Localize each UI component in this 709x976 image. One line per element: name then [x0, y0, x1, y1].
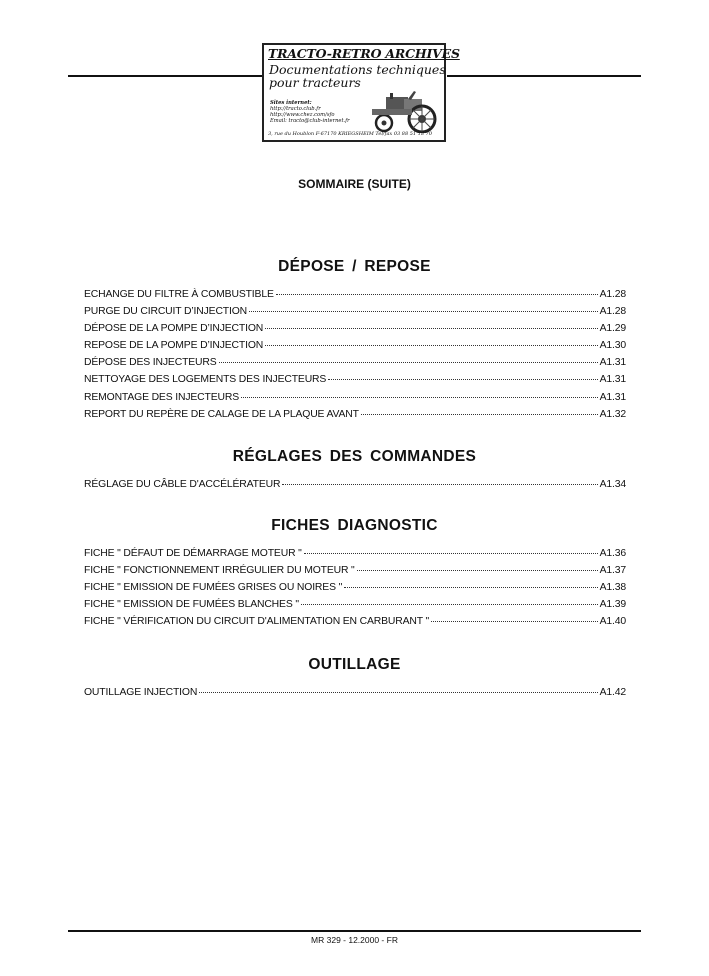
toc-entry-page: A1.28: [599, 306, 626, 318]
section-title-fiches-diagnostic: FICHES DIAGNOSTIC: [271, 517, 438, 534]
toc-entry-page: A1.29: [599, 323, 626, 335]
toc-entry-page: A1.40: [599, 616, 626, 628]
footer-reference: MR 329 - 12.2000 - FR: [311, 935, 398, 945]
toc-entry: [84, 409, 626, 426]
toc-entry: [84, 289, 626, 306]
toc-entry-label: ECHANGE DU FILTRE À COMBUSTIBLE: [84, 289, 274, 300]
toc-entry-label: FICHE " EMISSION DE FUMÉES BLANCHES ": [84, 599, 299, 611]
toc-entry-label: FICHE " EMISSION DE FUMÉES GRISES OU NOIRES ": [84, 582, 343, 594]
toc-entry: [84, 357, 626, 374]
section-title-reglages: RÉGLAGES DES COMMANDES: [232, 448, 477, 465]
toc-dot-leader: [344, 587, 597, 588]
stamp-subtitle-line1: Documentations techniques: [269, 62, 446, 77]
toc-entry: [84, 374, 626, 391]
toc-entry: [84, 616, 626, 633]
toc-dot-leader: [199, 692, 597, 693]
toc-entry-label: RÉGLAGE DU CÂBLE D'ACCÉLÉRATEUR: [84, 479, 281, 490]
toc-dot-leader: [276, 294, 598, 295]
toc-entry-label: PURGE DU CIRCUIT D’INJECTION: [84, 306, 248, 318]
toc-entry: [84, 599, 626, 616]
toc-entry-label: NETTOYAGE DES LOGEMENTS DES INJECTEURS: [84, 374, 327, 386]
toc-dot-leader: [304, 553, 598, 554]
toc-entry-page: A1.28: [599, 289, 626, 300]
stamp-site2: http://www.chez.com/sfo: [270, 112, 335, 118]
toc-entry: [84, 565, 626, 582]
toc-dot-leader: [241, 397, 598, 398]
stamp-address: 3, rue du Houblon F-67170 KRIEGSHEIM Tel/fax 03 88 51 18 70: [268, 131, 433, 137]
toc-entry-page: A1.36: [599, 548, 626, 559]
toc-dot-leader: [249, 311, 598, 312]
toc-entry-label: DÉPOSE DE LA POMPE D’INJECTION: [84, 323, 264, 335]
toc-entry-page: A1.38: [599, 582, 626, 594]
toc-entry: [84, 323, 626, 340]
toc-entry-label: FICHE " FONCTIONNEMENT IRRÉGULIER DU MOTEUR ": [84, 565, 355, 577]
toc-dot-leader: [219, 362, 598, 363]
toc-entry: [84, 582, 626, 599]
summary-heading: SOMMAIRE (SUITE): [298, 177, 411, 191]
toc-entry: [84, 548, 626, 565]
toc-list-fiches-diagnostic: [84, 548, 626, 633]
section-title-depose-repose: DÉPOSE / REPOSE: [278, 258, 431, 275]
toc-entry-page: A1.37: [599, 565, 626, 577]
header-rule-right: [447, 75, 641, 77]
stamp-site1: http://tracto.club.fr: [270, 106, 321, 112]
toc-entry-label: REMONTAGE DES INJECTEURS: [84, 391, 239, 403]
stamp-sites-label: Sites internet:: [270, 100, 312, 106]
toc-entry-label: REPOSE DE LA POMPE D’INJECTION: [84, 340, 264, 352]
toc-dot-leader: [361, 414, 598, 415]
stamp-subtitle-line2: pour tracteurs: [269, 75, 361, 90]
toc-entry-label: REPORT DU REPÈRE DE CALAGE DE LA PLAQUE AVANT: [84, 408, 359, 420]
toc-entry-page: A1.31: [599, 391, 626, 403]
tractor-icon: [364, 91, 442, 133]
header-rule-left: [68, 75, 262, 77]
toc-list-reglages: [84, 479, 626, 496]
toc-entry: [84, 306, 626, 323]
archive-stamp-logo: [262, 43, 460, 142]
toc-entry-page: A1.39: [599, 599, 626, 611]
toc-dot-leader: [265, 345, 597, 346]
toc-entry-label: DÉPOSE DES INJECTEURS: [84, 357, 217, 369]
toc-entry-label: FICHE " DÉFAUT DE DÉMARRAGE MOTEUR ": [84, 548, 302, 559]
toc-entry-page: A1.32: [599, 408, 626, 420]
stamp-title: TRACTO-RETRO ARCHIVES: [268, 46, 460, 61]
toc-entry-page: A1.31: [599, 357, 626, 369]
toc-dot-leader: [357, 570, 598, 571]
toc-entry-label: FICHE " VÉRIFICATION DU CIRCUIT D'ALIMENTATION EN CARBURANT ": [84, 616, 430, 628]
toc-dot-leader: [431, 621, 598, 622]
toc-list-depose-repose: [84, 289, 626, 426]
toc-entry: [84, 687, 626, 704]
toc-entry-page: A1.42: [599, 687, 626, 698]
stamp-email: Email: tracto@club-internet.fr: [270, 118, 350, 124]
toc-entry-page: A1.30: [599, 340, 626, 352]
toc-entry-page: A1.31: [599, 374, 626, 386]
toc-entry-page: A1.34: [599, 479, 626, 490]
toc-dot-leader: [265, 328, 597, 329]
toc-list-outillage: [84, 687, 626, 704]
toc-entry: [84, 392, 626, 409]
toc-dot-leader: [328, 379, 597, 380]
section-title-outillage: OUTILLAGE: [308, 656, 401, 673]
footer-rule: [68, 930, 641, 932]
toc-entry: [84, 340, 626, 357]
toc-entry-label: OUTILLAGE INJECTION: [84, 687, 198, 698]
toc-dot-leader: [301, 604, 598, 605]
toc-dot-leader: [282, 484, 597, 485]
toc-entry: [84, 479, 626, 496]
